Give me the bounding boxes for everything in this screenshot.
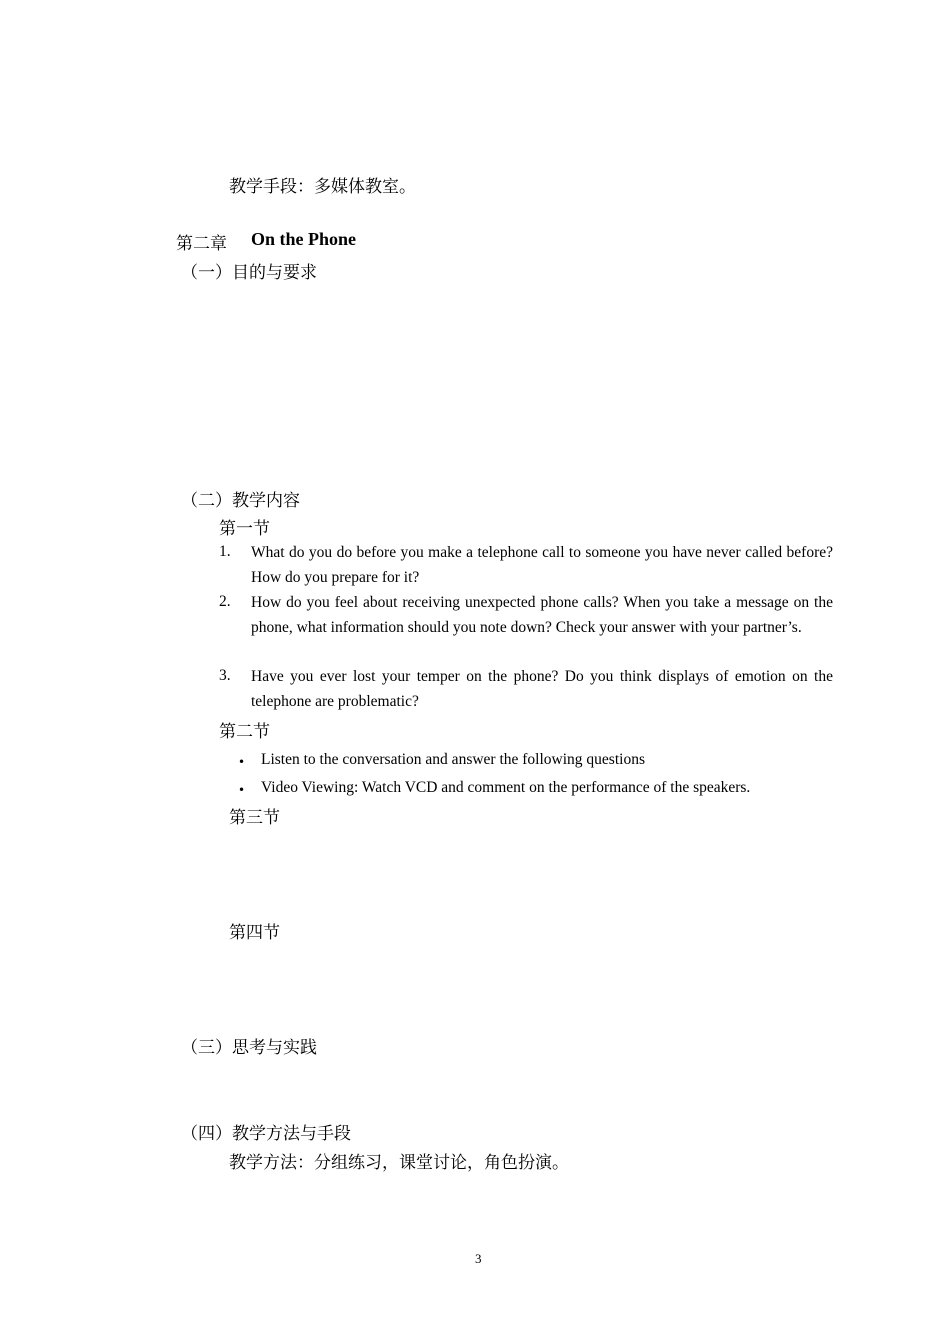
lesson4-title: 第四节 [229, 923, 280, 943]
lesson3-title: 第三节 [229, 808, 280, 828]
page-number: 3 [475, 1251, 482, 1266]
chapter-label: 第二章 [176, 234, 227, 254]
list-item-number: 3. [219, 667, 231, 684]
section-reflection-heading: （三）思考与实践 [181, 1038, 317, 1058]
section-methods-heading: （四）教学方法与手段 [181, 1124, 351, 1144]
bullet-item-text: Listen to the conversation and answer the following questions [261, 751, 645, 768]
section-content-heading: （二）教学内容 [181, 491, 300, 511]
list-item-text: How do you feel about receiving unexpected phone calls? When you take a message on the phone, what information should you note down? Check your answer with your partner’s. [251, 594, 833, 636]
teaching-means-line: 教学手段：多媒体教室。 [229, 177, 416, 197]
chapter-title: On the Phone [251, 229, 357, 249]
list-item-text: What do you do before you make a telephone call to someone you have never called before? How do you prepare for it? [251, 544, 833, 586]
lesson1-title: 第一节 [219, 519, 270, 539]
lesson2-title: 第二节 [219, 722, 270, 742]
bullet-icon: • [238, 755, 246, 769]
list-item-number: 2. [219, 593, 231, 610]
section-objectives-heading: （一）目的与要求 [181, 263, 317, 283]
bullet-item-text: Video Viewing: Watch VCD and comment on the performance of the speakers. [261, 779, 751, 796]
list-item-number: 1. [219, 543, 231, 560]
teaching-methods-line: 教学方法：分组练习，课堂讨论，角色扮演。 [229, 1153, 569, 1173]
bullet-icon: • [238, 783, 246, 797]
list-item-text: Have you ever lost your temper on the phone? Do you think displays of emotion on the telephone are problematic? [251, 668, 833, 710]
